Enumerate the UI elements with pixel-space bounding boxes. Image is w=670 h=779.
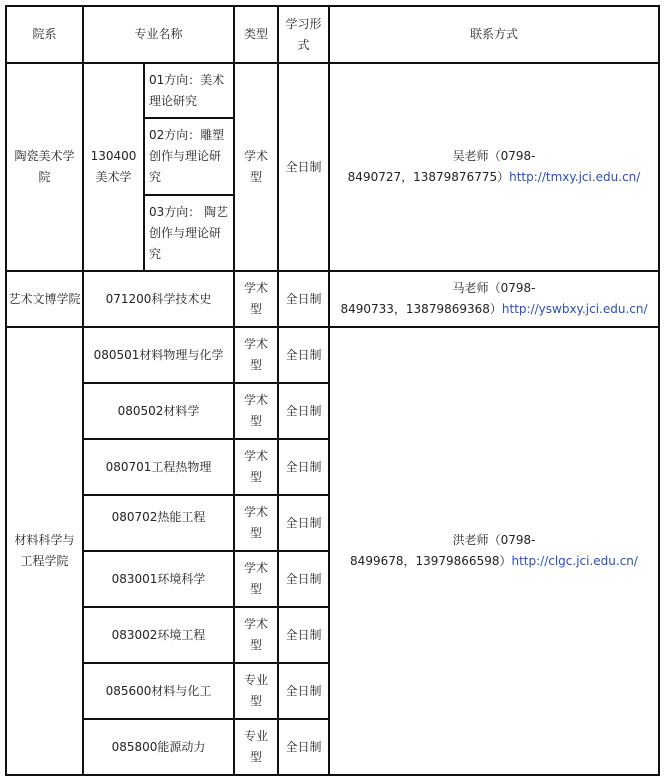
contact-phone: 8490727，13879876775） (347, 170, 510, 184)
major-name: 083001环境科学 (111, 571, 206, 586)
college-ceramic-art: 陶瓷美术学院 (14, 149, 75, 184)
contact-url-link[interactable]: http://tmxy.jci.edu.cn/ (509, 170, 641, 184)
contact-details (348, 167, 641, 188)
college-art-museum: 艺术文博学院 (8, 291, 81, 306)
major-name: 085800能源动力 (111, 739, 206, 754)
major-code-name: 130400美术学 (90, 149, 137, 184)
contact-cell (330, 64, 658, 270)
major-name: 080701工程热物理 (105, 459, 212, 474)
contact-name: 吴老师（0798- (452, 149, 536, 163)
direction-3: 03方向： 陶艺创作与理论研究 (149, 204, 229, 261)
type-cell: 专业型 (243, 673, 268, 708)
type-cell: 学术型 (243, 449, 268, 484)
type-cell: 学术型 (243, 149, 268, 184)
header-major: 专业名称 (134, 27, 183, 41)
mode-cell: 全日制 (285, 515, 322, 530)
contact-details (350, 551, 638, 572)
header-mode: 学习形式 (285, 16, 322, 52)
type-cell: 学术型 (243, 337, 268, 372)
mode-cell: 全日制 (285, 627, 322, 642)
type-cell: 学术型 (243, 505, 268, 540)
direction-1: 01方向：美术理论研究 (149, 72, 225, 108)
major-name: 085600材料与化工 (105, 683, 212, 698)
major-name: 080502材料学 (117, 403, 200, 418)
major-name: 080702热能工程 (111, 509, 206, 524)
direction-2: 02方向：雕塑创作与理论研究 (149, 128, 225, 184)
header-contact: 联系方式 (469, 27, 518, 41)
major-name: 080501材料物理与化学 (93, 347, 224, 362)
mode-cell: 全日制 (285, 571, 322, 586)
contact-phone: 8490733，13879869368） (340, 302, 502, 316)
major-name: 083002环境工程 (111, 627, 206, 642)
mode-cell: 全日制 (285, 739, 322, 754)
header-college: 院系 (32, 27, 57, 41)
college-materials-engineering: 材料科学与工程学院 (14, 533, 75, 568)
mode-cell: 全日制 (285, 159, 322, 174)
contact-cell (330, 328, 658, 774)
contact-phone: 8499678，13979866598） (350, 554, 512, 568)
type-cell: 学术型 (243, 281, 268, 316)
contact-details (340, 299, 647, 320)
contact-url-link[interactable]: http://clgc.jci.edu.cn/ (511, 554, 638, 568)
mode-cell: 全日制 (285, 459, 322, 474)
major-name: 071200科学技术史 (105, 291, 212, 306)
contact-name: 马老师（0798- (452, 281, 536, 295)
mode-cell: 全日制 (285, 683, 322, 698)
type-cell: 专业型 (243, 729, 268, 764)
type-cell: 学术型 (243, 561, 268, 596)
mode-cell: 全日制 (285, 291, 322, 306)
type-cell: 学术型 (243, 617, 268, 652)
contact-name: 洪老师（0798- (452, 533, 536, 547)
contact-url-link[interactable]: http://yswbxy.jci.edu.cn/ (501, 302, 648, 316)
header-type: 类型 (243, 27, 268, 41)
mode-cell: 全日制 (285, 347, 322, 362)
type-cell: 学术型 (243, 393, 268, 428)
contact-cell (330, 272, 658, 326)
mode-cell: 全日制 (285, 403, 322, 418)
